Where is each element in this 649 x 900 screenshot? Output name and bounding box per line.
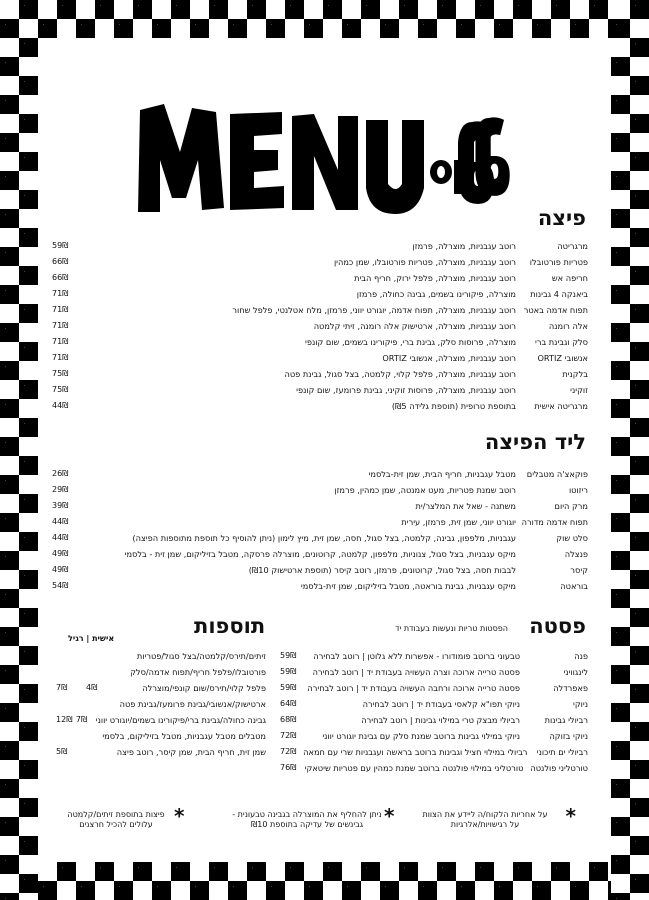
menu-item: אלה רומנה רוטב עגבניות, מוצרלה, ארטישוק אלה רומנה, זיתי קלמטה 71₪	[52, 320, 588, 331]
menu-item: מרק היום משתנה - שאל את המלצר/ית 39₪	[52, 500, 588, 511]
extras-price-header: אישית | רגיל	[68, 634, 115, 643]
menu-item: בוראטה מיקס עגבניות, גבינת בוראטה, מטבל בזיליקום, שמן זית-בלסמי 54₪	[52, 580, 588, 591]
menu-item: רביולי גבינות רביולי מבצק טרי במילוי גבינות | רוטב לבחירה 68₪	[280, 714, 588, 725]
menu-item: בלקנית רוטב עגבניות, מוצרלה, פלפל קלוי, קלמטה, בצל סגול, גבינת פטה 75₪	[52, 368, 588, 379]
menu-item: פאפרדלה פסטה טרייה ארוכה ורחבה העשויה בעבודת יד | רוטב לבחירה 59₪	[280, 682, 588, 693]
asterisk-icon: *	[174, 804, 185, 828]
extra-item: גבינה כחולה/גבינת ברי/פיקורינו בשמים/יוגורט יווני 7₪ 12₪	[56, 714, 266, 725]
checker-border-left	[0, 0, 38, 900]
menu-item: לינגוויני פסטה טרייה ארוכה וצרה העשויה בעבודת יד | רוטב לבחירה 59₪	[280, 666, 588, 677]
checker-border-top	[0, 0, 649, 38]
extra-item: פלפל קלוי/תירס/שום קונפי/מוצרלה 4₪ 7₪	[56, 682, 266, 693]
menu-item: פנה טבעוני ברוטב פומודורו - אפשרות ללא גלוטן | רוטב לבחירה 59₪	[280, 650, 588, 661]
olive-pits-note: פיצות בתוספת זיתים/קלמטה עלולים להכיל חרצנים	[67, 810, 165, 829]
menu-item: אנשובי ORTIZ רוטב עגבניות, מוצרלה, אנשובי ORTIZ 71₪	[52, 352, 588, 363]
extra-item: זיתים/תירס/קלמטה/בצל סגול/פטריות	[136, 650, 266, 661]
extra-item: שמן זית, חריף הבית, שמן קיסר, רוטב פיצה 5₪	[56, 746, 266, 757]
menu-item: ניוקי ניוקי תפו"א קלאסי בעבודת יד | רוטב לבחירה 64₪	[280, 698, 588, 709]
menu-item: טורטליני פולנטה טורטליני במילוי פולנטה ברוטב שמנת כמהין עם פטריות שיטאקי 76₪	[280, 762, 588, 773]
menu-item: סלט שוק עגבניות, מלפפון, גבינה, קלמטה, בצל סגול, חסה, שמן זית, מיץ לימון (ניתן להוסיף כל תוספת מתוספות הפיצה) 44₪	[52, 532, 588, 543]
sides-section-title: ליד הפיצה	[484, 430, 586, 454]
pizza-section-title: פיצה	[537, 206, 586, 230]
menu-item: ריזוטו רוטב שמנת פטריות, מעט אמנטה, שמן כמהין, פרמזן 29₪	[52, 484, 588, 495]
menu-item: מרגריטה אישית בתוספת טרופית (תוספת גלידה ₪5) 44₪	[52, 400, 588, 411]
menu-item: ביאנקה 4 גבינות מוצרלה, פיקורינו בשמים, גבינה כחולה, פרמזן 71₪	[52, 288, 588, 299]
menu-item: תפוח אדמה מדורה יוגורט יווני, שמן זית, פרמזן, עירית 44₪	[52, 516, 588, 527]
menu-item: זוקיני רוטב עגבניות, מוצרלה, פרוסות זוקיני, גבינת פרומעז, שום קונפי 75₪	[52, 384, 588, 395]
menu-page	[52, 44, 598, 850]
menu-item: מרגריטה רוטב עגבניות, מוצרלה, פרמזן 59₪	[52, 240, 588, 251]
menu-item: פנצלה מיקס עגבניות, בצל סגול, צנוניות, מלפפון, קלמטה, קרוטונים, מוצרלה פרסקה, מטבל בזיליקום, שמן זית - בלסמי 49₪	[52, 548, 588, 559]
menu-item: קיסר לבבות חסה, בצל סגול, קרוטונים, פרמזן, רוטב קיסר (תוספת ארטישוק ₪10) 49₪	[52, 564, 588, 575]
vegan-cheese-note: ניתן להחליף את המוצרלה בגבינה טבעונית - גבינשים של עדיקה בתוספת ₪10	[232, 810, 382, 829]
menu-item: חריפה אש רוטב עגבניות, מוצרלה, פלפל ירוק, חריף הבית 66₪	[52, 272, 588, 283]
menu-item: ניוקי בזוקה ניוקי במילוי גבינות ברוטב שמנת סלק עם גבינת יוגורט יווני 72₪	[280, 730, 588, 741]
asterisk-icon: *	[565, 804, 576, 828]
menu-item: סלק וגבינת ברי מוצרלה, פרוסות סלק, גבינת ברי, פיקורינו בשמים, שום קונפי 71₪	[52, 336, 588, 347]
menu-item: פוקאצ'ה מטבלים מטבל עגבניות, חריף הבית, שמן זית-בלסמי 26₪	[52, 468, 588, 479]
menu-item: פטריות פורטובלו רוטב עגבניות, מוצרלה, פטריות פורטובלו, שמן כמהין 66₪	[52, 256, 588, 267]
extra-item: ארטישוק/אנשובי/גבינת פרומעז/גבינת פטה	[119, 698, 266, 709]
menu-item: רביולי ים תיכוני רביולי במילוי חציל וגבינות ברוטב בראשה ועגבניות שרי עם חמאה 72₪	[280, 746, 588, 757]
extra-item: מטבלים מטבל עגבניות, מטבל בזיליקום, בלסמי	[102, 730, 266, 741]
menu-logo	[132, 90, 512, 220]
extras-section-title: תוספות	[194, 614, 266, 638]
pasta-subtitle: הפסטות טריות ונעשות בעבודת יד	[395, 624, 508, 633]
extra-item: פורטובלו/פלפל חריף/תפוח אדמה/סלק	[130, 666, 266, 677]
allergy-note: על אחריות הלקוח/ה ליידע את הצוות על רגישויות/אלרגיות	[422, 810, 548, 829]
menu-item: תפוח אדמה באטר רוטב עגבניות, מוצרלה, תפוח אדמה, יוגורט יווני, פרמזן, מלח אטלנטי, פלפל שחור 71₪	[52, 304, 588, 315]
checker-border-bottom	[0, 862, 649, 900]
pasta-section-title: פסטה	[529, 614, 586, 638]
checker-border-right	[611, 0, 649, 900]
asterisk-icon: *	[384, 804, 395, 828]
